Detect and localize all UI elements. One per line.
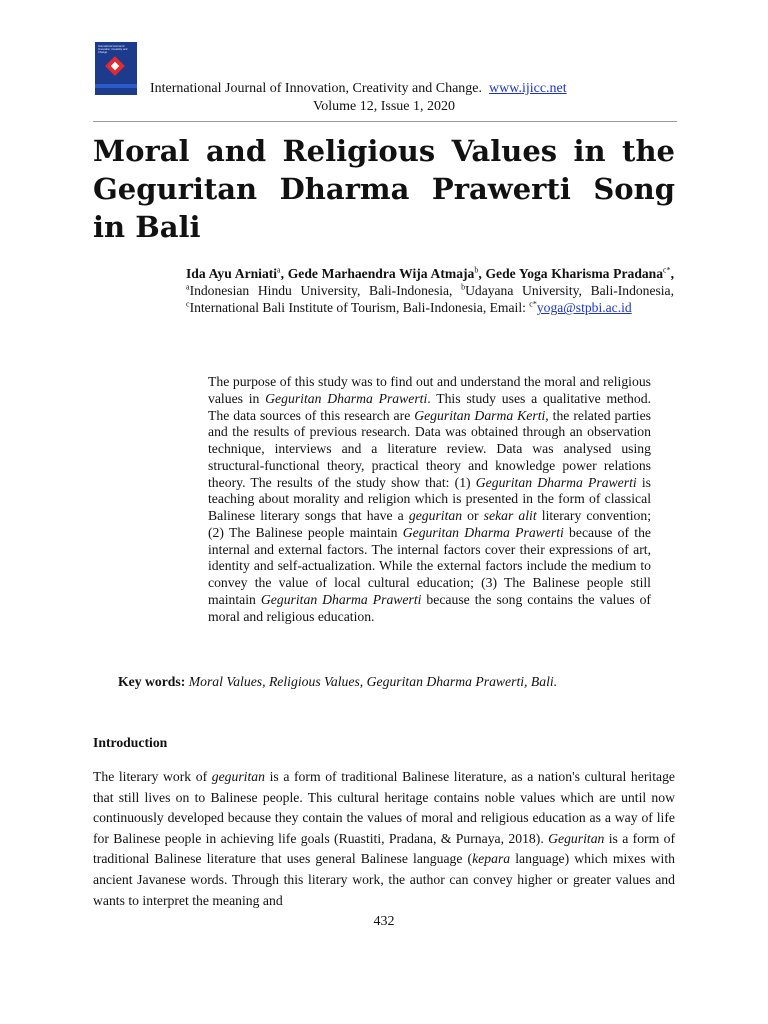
text-run: is a form of traditional Balinese literature, as a nation's cultural heritage that still lives on to Balinese people. This cultural heritage contains noble values which are until now continuously developed because they contain the values of moral and religious education as a way of life for Balinese people in achieving life goals (Ruastiti, Pradana, & Purnaya, 2018). bbox=[93, 769, 675, 846]
journal-url-link[interactable]: www.ijicc.net bbox=[489, 81, 567, 96]
text-run: . This study uses a qualitative method. The data sources of this research are bbox=[208, 390, 651, 423]
author-email-link[interactable]: yoga@stpbi.ac.id bbox=[536, 300, 632, 316]
affiliation: International Bali Institute of Tourism, Bali-Indonesia, Email: bbox=[189, 300, 530, 316]
text-run: , the related parties and the results of previous research. Data was obtained through an observation technique, interviews and a literature review. Data was analysed using structural-functional theory, practical theory and knowledge power relations theory. The results of the study show that: (1) bbox=[208, 407, 651, 490]
author-name: Gede Yoga Kharisma Pradana bbox=[485, 266, 664, 281]
paper-title: Moral and Religious Values in the Geguritan Dharma Prawerti Song in Bali bbox=[93, 134, 675, 244]
keywords-list: Moral Values, Religious Values, Geguritan Dharma Prawerti, Bali. bbox=[188, 674, 558, 689]
page-number: 432 bbox=[373, 914, 395, 929]
italic-term: Geguritan Dharma Prawerti bbox=[260, 591, 422, 607]
italic-term: Geguritan Dharma Prawerti bbox=[475, 474, 637, 490]
italic-term: Geguritan Dharma Prawerti bbox=[265, 390, 428, 406]
journal-header bbox=[150, 81, 567, 97]
italic-term: geguritan bbox=[408, 508, 463, 523]
cover-title-lettering: International Journal of Innovation, Creativity and Change. bbox=[98, 45, 128, 54]
text-run: The purpose of this study was to find out and understand the moral and religious values in bbox=[208, 374, 651, 406]
affiliation: Indonesian Hindu University, Bali-Indonesia, bbox=[189, 283, 462, 299]
text-run: or bbox=[462, 508, 484, 523]
cover-logo-icon bbox=[105, 56, 125, 76]
volume-issue: Volume 12, Issue 1, 2020 bbox=[312, 99, 456, 114]
italic-term: sekar alit bbox=[483, 508, 537, 523]
italic-term: kepara bbox=[472, 851, 511, 867]
italic-term: Geguritan Dharma Prawerti bbox=[402, 524, 564, 540]
section-heading-introduction: Introduction bbox=[93, 735, 168, 750]
author-name: Ida Ayu Arniati bbox=[186, 266, 278, 281]
journal-cover-thumbnail bbox=[95, 42, 137, 95]
keywords-label: Key words: bbox=[118, 674, 186, 689]
header-divider bbox=[93, 121, 677, 122]
introduction-paragraph bbox=[93, 767, 675, 911]
author-block: Ida Ayu Arniati$^a$, Gede Marhaendra Wija Atmaja$^b$, Gede Yoga Kharisma Pradana$^{c*}$, $^a$Indonesian Hindu University, Bali-Indonesia, $^b$Udayana University, Bali-Indonesia, $^c$International Bali Institute of Tourism, Bali-Indonesia, Email: $^{c*}$yoga@stpbi.ac.id bbox=[186, 265, 674, 316]
text-run: language) which mixes with ancient Javanese words. Through this literary work, the author can convey higher or greater values and wants to interpret the meaning and bbox=[93, 851, 675, 908]
text-run: because of the internal and external factors. The internal factors cover their expressions of art, identity and self-actualization. While the external factors include the medium to convey the value of local cultural education; (3) The Balinese people still maintain bbox=[208, 524, 651, 607]
author-name: Gede Marhaendra Wija Atmaja bbox=[287, 266, 475, 281]
italic-term: Geguritan Darma Kerti bbox=[414, 407, 546, 423]
text-run: is a form of traditional Balinese literature that uses general Balinese language ( bbox=[93, 830, 676, 867]
cover-band bbox=[95, 84, 137, 88]
text-run: because the song contains the values of moral and religious education. bbox=[208, 591, 651, 624]
abstract bbox=[208, 374, 651, 625]
text-run: The literary work of bbox=[93, 769, 212, 784]
keywords-line bbox=[118, 674, 557, 690]
text-run: literary convention; (2) The Balinese people maintain bbox=[208, 508, 651, 540]
text-run: is teaching about morality and religion which is presented in the form of classical Balinese literary songs that have a bbox=[208, 474, 651, 523]
italic-term: geguritan bbox=[211, 769, 265, 784]
italic-term: Geguritan bbox=[548, 830, 605, 846]
journal-name: International Journal of Innovation, Creativity and Change. bbox=[150, 81, 483, 96]
affiliation: Udayana University, Bali-Indonesia, bbox=[465, 283, 674, 299]
